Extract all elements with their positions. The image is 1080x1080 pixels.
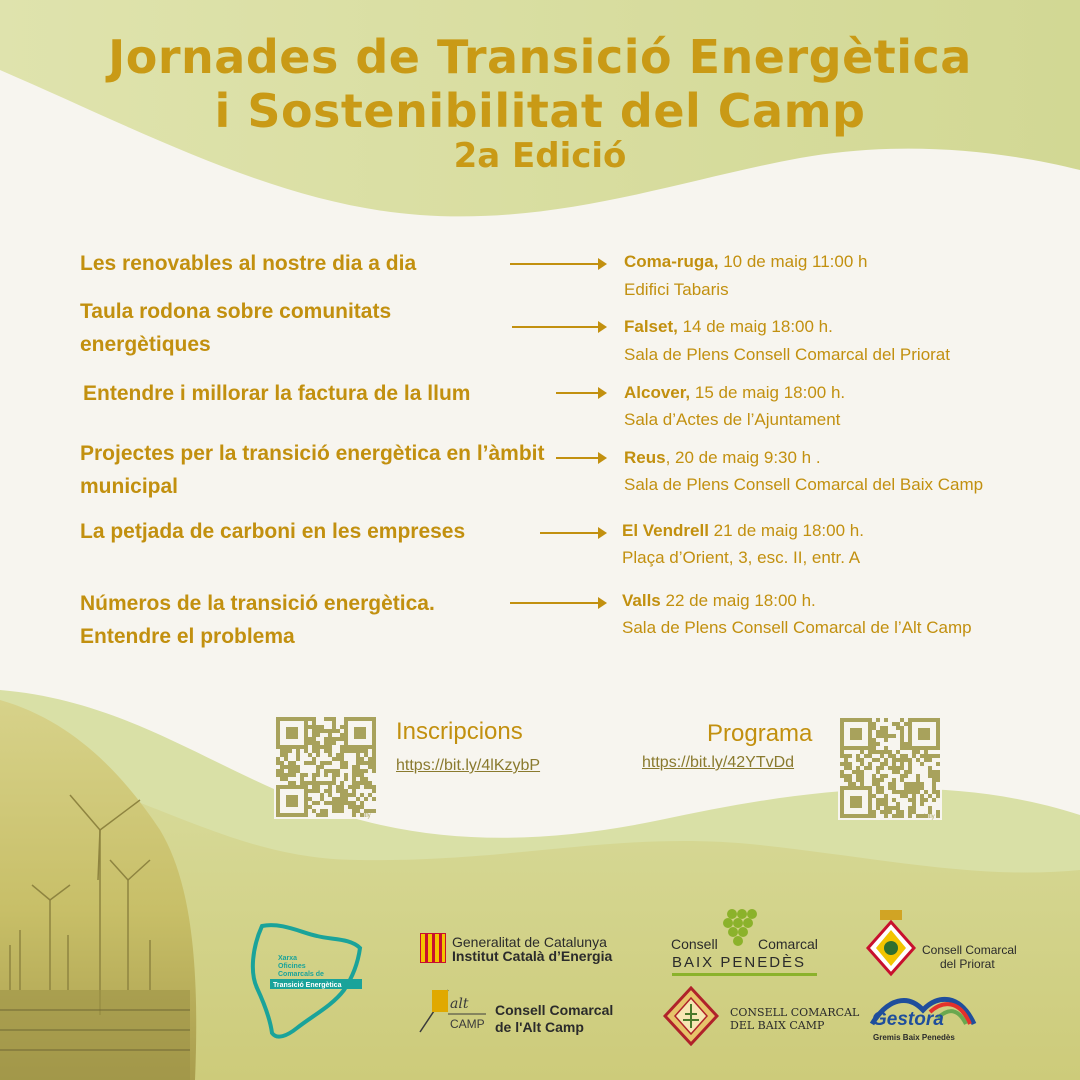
programme-label: Programa xyxy=(707,720,813,747)
arrow-icon xyxy=(556,457,605,459)
session-when: 10 de maig 11:00 h xyxy=(718,252,868,271)
session-town: El Vendrell xyxy=(622,521,709,540)
arrow-icon xyxy=(540,532,605,534)
session-venue: Sala de Plens Consell Comarcal de l’Alt Camp xyxy=(622,618,972,637)
divider xyxy=(672,973,817,976)
title-line-1: Jornades de Transició Energètica xyxy=(108,30,972,84)
session-town: Falset, xyxy=(624,317,678,336)
registration-label: Inscripcions xyxy=(396,718,523,745)
qr-caption: bitly xyxy=(360,813,371,819)
programme-qr-code[interactable] xyxy=(838,716,942,820)
session-town: Valls xyxy=(622,591,661,610)
gestora-name: Gestora xyxy=(872,1009,944,1030)
alt-camp-name: de l'Alt Camp xyxy=(495,1019,584,1035)
xarxa-line: Xarxa xyxy=(278,955,298,962)
xarxa-line: Transició Energètica xyxy=(273,982,342,989)
session-venue: Edifici Tabaris xyxy=(624,280,729,299)
session-venue: Sala de Plens Consell Comarcal del Priorat xyxy=(624,345,950,364)
programme-link[interactable]: https://bit.ly/42YTvDd xyxy=(642,754,795,771)
baix-camp-name: DEL BAIX CAMP xyxy=(730,1019,825,1032)
baix-penedes-name: Comarcal xyxy=(758,936,818,952)
edition-label: 2a Edició xyxy=(453,136,627,176)
session-topic: Projectes per la transició energètica en l’àmbit municipal xyxy=(80,442,545,498)
session-town: Alcover, xyxy=(624,383,691,402)
priorat-name: del Priorat xyxy=(940,957,995,971)
priorat-name: Consell Comarcal xyxy=(922,943,1017,957)
session-venue: Sala de Plens Consell Comarcal del Baix Camp xyxy=(624,475,984,494)
session-town: Coma-ruga, xyxy=(624,252,719,271)
alt-camp-logo xyxy=(418,986,488,1034)
xarxa-line: Oficines xyxy=(278,963,306,970)
session-town: Reus xyxy=(624,448,666,467)
grapes-icon xyxy=(720,906,760,948)
session-topic: La petjada de carboni en les empreses xyxy=(80,520,466,543)
qr-caption: bitly xyxy=(924,814,935,820)
baix-camp-shield-icon xyxy=(663,986,719,1046)
baix-camp-name: CONSELL COMARCAL xyxy=(730,1006,860,1019)
session-topic: Taula rodona sobre comunitats energètiques xyxy=(80,300,392,356)
session-topic: Números de la transició energètica. Entendre el problema xyxy=(80,592,435,648)
arrow-icon xyxy=(510,602,605,604)
session-venue: Sala d’Actes de l’Ajuntament xyxy=(624,410,841,429)
session-when: 21 de maig 18:00 h. xyxy=(708,521,864,540)
session-when: 22 de maig 18:00 h. xyxy=(660,591,816,610)
registration-qr-code[interactable] xyxy=(274,715,378,819)
session-when: 14 de maig 18:00 h. xyxy=(677,317,833,336)
session-when: , 20 de maig 9:30 h . xyxy=(665,448,821,467)
alt-camp-name: Consell Comarcal xyxy=(495,1002,614,1018)
priorat-shield-icon xyxy=(866,908,916,978)
generalitat-name: Generalitat de Catalunya xyxy=(452,934,607,950)
session-topic: Entendre i millorar la factura de la llum xyxy=(83,382,471,405)
xarxa-logo xyxy=(232,918,372,1043)
arrow-icon xyxy=(512,326,605,328)
icaen-name: Institut Català d’Energia xyxy=(452,948,613,964)
alt-camp-mark: CAMP xyxy=(450,1017,485,1031)
session-venue: Plaça d’Orient, 3, esc. II, entr. A xyxy=(622,548,861,567)
arrow-icon xyxy=(510,263,605,265)
arrow-icon xyxy=(556,392,605,394)
generalitat-shield-icon xyxy=(420,933,446,963)
session-when: 15 de maig 18:00 h. xyxy=(690,383,846,402)
session-topic: Les renovables al nostre dia a dia xyxy=(80,252,417,275)
alt-camp-mark: alt xyxy=(450,996,469,1012)
baix-penedes-title: BAIX PENEDÈS xyxy=(672,954,807,971)
registration-link[interactable]: https://bit.ly/4lKzybP xyxy=(396,757,541,774)
gestora-subtitle: Gremis Baix Penedès xyxy=(873,1033,955,1042)
title-line-2: i Sostenibilitat del Camp xyxy=(214,84,866,138)
baix-penedes-name: Consell xyxy=(671,936,718,952)
xarxa-line: Comarcals de xyxy=(278,971,324,978)
